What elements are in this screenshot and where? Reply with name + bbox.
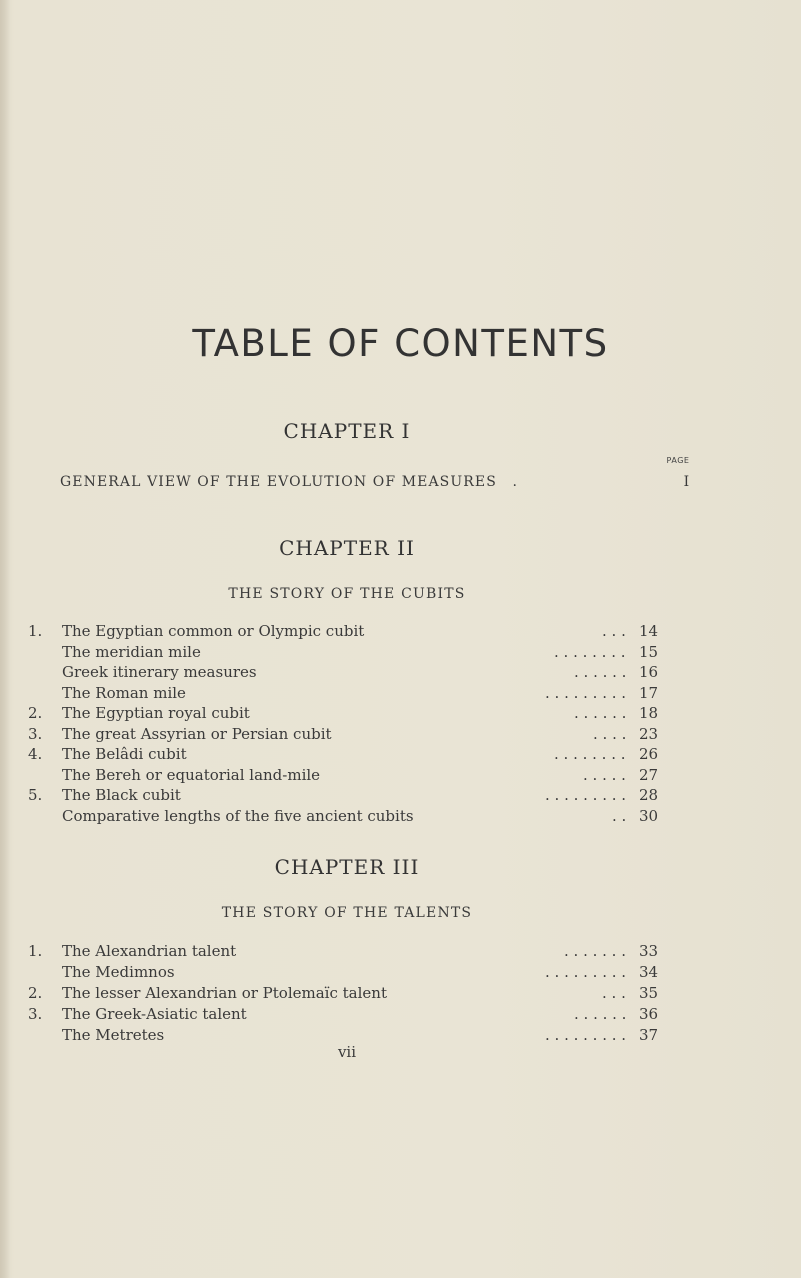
toc-entry[interactable] [28,984,668,1006]
toc-entry-title: The Metretes [62,1026,165,1044]
chapter-1-leader-dots: . [512,474,519,490]
toc-entry-title: The meridian mile [62,642,201,661]
toc-entry-page: 33 [639,942,659,960]
toc-entry[interactable] [28,807,668,829]
toc-entry-leader-dots: . . . . . [583,765,626,784]
toc-entry-title: The Black cubit [62,786,181,804]
chapter-1-page: I [683,474,691,490]
toc-entry-title: The Alexandrian talent [62,942,237,960]
toc-entry[interactable] [28,725,668,747]
toc-entry-page: 28 [639,786,659,804]
page-column-label: PAGE [666,456,690,465]
toc-entry-number: 3. [28,1005,43,1023]
toc-entry-page: 18 [639,704,659,722]
page-folio: vii [337,1043,357,1061]
toc-entry-title: The Greek-Asiatic talent [62,1005,247,1023]
toc-entry-title: The Egyptian royal cubit [62,704,250,722]
toc-entry-leader-dots: . . [612,806,627,825]
toc-entry-page: 14 [639,622,659,640]
toc-entry[interactable] [28,766,668,788]
toc-entry[interactable] [28,643,668,665]
toc-entry-title: Greek itinerary measures [62,663,257,681]
toc-entry[interactable] [28,745,668,767]
toc-entry-page: 36 [639,1005,659,1023]
chapter-3-subtitle: THE STORY OF THE TALENTS [221,905,473,921]
toc-entry-page: 23 [639,724,659,743]
chapter-1-title [60,474,518,490]
toc-entry-page: 37 [639,1026,659,1044]
toc-entry-page: 15 [639,642,659,661]
toc-entry-leader-dots: . . . . . . . . [554,745,626,763]
toc-entry-leader-dots: . . . [602,984,626,1002]
toc-entry-number: 2. [28,984,43,1002]
toc-entry[interactable] [28,1005,668,1027]
toc-entry-title: The great Assyrian or Persian cubit [62,724,332,743]
toc-entry-page: 27 [639,765,659,784]
page-title: TABLE OF CONTENTS [192,322,609,365]
toc-entry-page: 30 [639,806,659,825]
toc-entry-leader-dots: . . . . . . . . . [545,683,627,702]
toc-entry-title: The Roman mile [62,683,186,702]
spine-shadow [0,0,10,1278]
chapter-2-subtitle: THE STORY OF THE CUBITS [228,586,466,602]
toc-entry-number: 4. [28,745,43,763]
toc-entry-leader-dots: . . . [602,622,626,640]
toc-entry-leader-dots: . . . . [593,724,627,743]
toc-entry-number: 5. [28,786,43,804]
toc-entry-page: 16 [639,663,659,681]
toc-entry[interactable] [28,963,668,985]
toc-entry-number: 3. [28,724,43,743]
toc-entry-page: 35 [639,984,659,1002]
toc-entry[interactable] [28,684,668,706]
chapter-3-heading: CHAPTER III [274,855,420,879]
toc-entry-title: The Bereh or equatorial land-mile [62,765,321,784]
chapter-2-heading: CHAPTER II [279,536,415,560]
toc-entry[interactable] [28,663,668,685]
toc-entry[interactable] [28,622,668,644]
toc-entry[interactable] [28,942,668,964]
toc-entry-leader-dots: . . . . . . . . . [545,963,627,981]
toc-entry-number: 2. [28,704,43,722]
toc-entry[interactable] [28,786,668,808]
toc-entry-page: 26 [639,745,659,763]
toc-entry-leader-dots: . . . . . . . . [554,642,626,661]
toc-entry-page: 34 [639,963,659,981]
toc-entry-title: The Belâdi cubit [62,745,187,763]
toc-entry-number: 1. [28,942,43,960]
toc-entry-leader-dots: . . . . . . [574,663,627,681]
toc-entry-leader-dots: . . . . . . . . . [545,1026,627,1044]
chapter-1-title-text: GENERAL VIEW OF THE EVOLUTION OF MEASURES [60,474,497,490]
toc-entry-leader-dots: . . . . . . . . . [545,786,627,804]
toc-entry-leader-dots: . . . . . . [574,704,627,722]
toc-entry-number: 1. [28,622,43,640]
toc-entry-leader-dots: . . . . . . . [564,942,626,960]
toc-entry-title: The Medimnos [62,963,175,981]
toc-entry-title: The Egyptian common or Olympic cubit [62,622,365,640]
toc-entry-title: The lesser Alexandrian or Ptolemaïc talent [62,984,387,1002]
toc-entry-title: Comparative lengths of the five ancient cubits [62,806,414,825]
toc-entry-page: 17 [639,683,659,702]
chapter-1-heading: CHAPTER I [283,419,411,443]
toc-entry-leader-dots: . . . . . . [574,1005,627,1023]
toc-entry[interactable] [28,704,668,726]
